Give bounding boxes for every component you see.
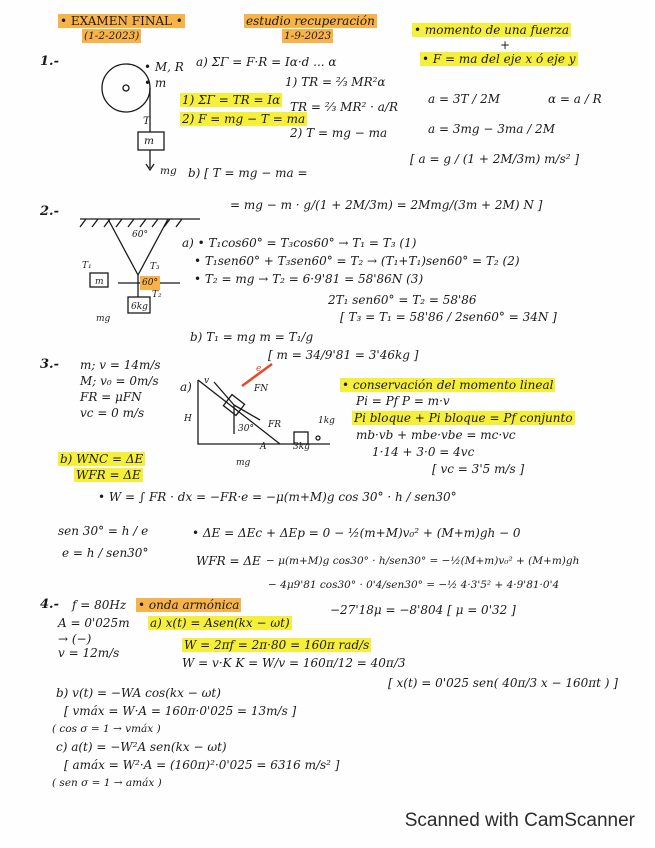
p3-label-30: 30° [238, 424, 254, 434]
p3-mu1: − μ(m+M)g cos30° · h/sen30° = −½(M+m)v₀² + (M+m)gh [266, 555, 580, 567]
p3-pi: Pi = Pf P = m·v [356, 394, 450, 408]
p1-tr2: TR = ⅔ MR² · a/R [290, 100, 398, 114]
p3-g1: m; v = 14m/s [80, 358, 161, 372]
p4-c1: c) a(t) = −W²A sen(kx − ωt) [56, 740, 227, 754]
p3-label-H: H [184, 414, 192, 424]
p3-sen30: sen 30° = h / e [58, 524, 149, 538]
p3-mu3: −27'18μ = −8'804 [ μ = 0'32 ] [330, 603, 516, 617]
p1-part-b: b) [ T = mg − ma = [188, 166, 308, 180]
p3-wfr-de: WFR = ΔE [196, 554, 261, 568]
problem-3-number: 3.- [40, 357, 59, 372]
p4-c3: ( sen σ = 1 → amáx ) [52, 777, 162, 789]
p3-label-FR: FR [268, 420, 282, 430]
p3-label-A: A [260, 442, 267, 452]
p4-dir: → (−) [58, 632, 92, 646]
p4-a-eq: a) x(t) = Asen(kx − ωt) [150, 616, 290, 630]
p3-a-label: a) [180, 380, 192, 394]
p3-cons: • conservación del momento lineal [342, 378, 554, 392]
problem-1-number: 1.- [40, 54, 59, 69]
p3-delta: • ΔE = ΔEc + ΔEp = 0 − ½(m+M)v₀² + (M+m)gh − 0 [192, 526, 521, 540]
p3-label-e: e [256, 364, 262, 374]
p4-f: f = 80Hz [72, 598, 127, 612]
label-m: m [144, 135, 154, 147]
p3-mu2: − 4μ9'81 cos30° · 0'4/sen30° = −½ 4·3'5² + 4·9'81·0'4 [268, 579, 560, 591]
p3-vc-box: [ vc = 3'5 m/s ] [432, 462, 525, 476]
p2-ang60-top: 60° [132, 230, 148, 240]
p2-a2: • T₁sen60° + T₃sen60° = T₂ → (T₁+T₁)sen60° = T₂ (2) [194, 254, 520, 268]
topic-plus: + [500, 38, 511, 52]
p3-label-mg: mg [236, 458, 251, 468]
p2-a4: 2T₁ sen60° = T₂ = 58'86 [328, 293, 477, 307]
p3-label-1kg: 1kg [318, 416, 335, 426]
p1-part-a: a) ΣΓ = F·R = Iα·d ... α [196, 55, 337, 69]
exam-title: • EXAMEN FINAL • [60, 14, 183, 28]
given-m: • m [144, 76, 167, 90]
p2-b1: b) T₁ = mg m = T₁/g [190, 330, 314, 344]
p2-label-mg: mg [96, 314, 111, 324]
p3-g2: M; v₀ = 0m/s [80, 374, 159, 388]
p3-pb2: mb·vb + mbe·vbe = mc·vc [356, 428, 516, 442]
p2-label-T3: T₃ [150, 262, 160, 272]
p4-A: A = 0'025m [58, 616, 130, 630]
p3-w-integral: • W = ∫ FR · dx = −FR·e = −μ(m+M)g cos 30° · h / sen30° [98, 490, 457, 504]
p3-g3: FR = μFN [80, 390, 142, 404]
label-T: T [143, 115, 151, 127]
p2-a3: • T₂ = mg → T₂ = 6·9'81 = 58'86N (3) [194, 272, 424, 286]
p1-tr: 1) TR = ⅔ MR²α [285, 75, 386, 89]
p2-label-T2: T₂ [152, 290, 162, 300]
p3-label-3kg: 3kg [293, 442, 310, 452]
p3-g4: vc = 0 m/s [80, 406, 145, 420]
p1-a-box: [ a = g / (1 + 2M/3m) m/s² ] [410, 152, 580, 166]
p4-c2: [ amáx = W²·A = (160π)²·0'025 = 6316 m/s² ] [64, 758, 340, 772]
p4-wave: • onda armónica [138, 598, 240, 612]
topic-moment: • momento de una fuerza [414, 23, 570, 37]
p3-pb3: 1·14 + 3·0 = 4vc [372, 445, 475, 459]
study-title: estudio recuperación [246, 14, 375, 28]
p4-k: W = v·K K = W/v = 160π/12 = 40π/3 [182, 656, 406, 670]
p3-label-FN: FN [254, 384, 269, 394]
p1-t2: 2) T = mg − ma [290, 126, 388, 140]
p2-a1: a) • T₁cos60° = T₃cos60° → T₁ = T₃ (1) [182, 236, 417, 250]
problem-2-number: 2.- [40, 204, 59, 219]
p1-b2: = mg − m · g/(1 + 2M/3m) = 2Mmg/(3m + 2M) N ] [230, 198, 543, 212]
label-mg: mg [160, 165, 177, 177]
p1-a2: a = 3mg − 3ma / 2M [428, 122, 555, 136]
p4-b3: ( cos σ = 1 → vmáx ) [52, 723, 161, 735]
p3-label-v: v [204, 376, 210, 386]
p1-eq2: 2) F = mg − T = ma [182, 112, 306, 126]
p2-ang60-bottom: 60° [142, 278, 158, 288]
p2-a5: [ T₃ = T₁ = 58'86 / 2sen60° = 34N ] [340, 310, 557, 324]
p1-alpha: α = a / R [548, 92, 602, 106]
p1-a1: a = 3T / 2M [428, 92, 501, 106]
p2-label-6kg: 6kg [131, 302, 148, 312]
p4-b1: b) v(t) = −WA cos(kx − ωt) [56, 686, 221, 700]
p3-b-wnc: b) WNC = ΔE [60, 452, 144, 466]
exam-date: (1-2-2023) [84, 30, 140, 42]
p1-eq1: 1) ΣΓ = TR = Iα [182, 93, 281, 107]
p2-label-m: m [95, 277, 104, 287]
p4-b2: [ vmáx = W·A = 160π·0'025 = 13m/s ] [64, 704, 297, 718]
p3-b-wfr: WFR = ΔE [76, 468, 141, 482]
p4-x-box: [ x(t) = 0'025 sen( 40π/3 x − 160πt ) ] [388, 676, 618, 690]
scanner-watermark: Scanned with CamScanner [404, 810, 635, 831]
topic-fma: • F = ma del eje x ó eje y [422, 52, 576, 66]
p4-v: v = 12m/s [58, 646, 120, 660]
p4-w: W = 2πf = 2π·80 = 160π rad/s [184, 638, 370, 652]
p2-label-T1: T₁ [82, 261, 92, 271]
problem-4-number: 4.- [40, 597, 59, 612]
study-date: 1-9-2023 [284, 30, 332, 42]
p3-e-eq: e = h / sen30° [62, 546, 149, 560]
p2-b2: [ m = 34/9'81 = 3'46kg ] [268, 348, 419, 362]
p3-pb: Pi bloque + Pi bloque = Pf conjunto [354, 411, 573, 425]
given-M: • M, R [144, 60, 184, 74]
